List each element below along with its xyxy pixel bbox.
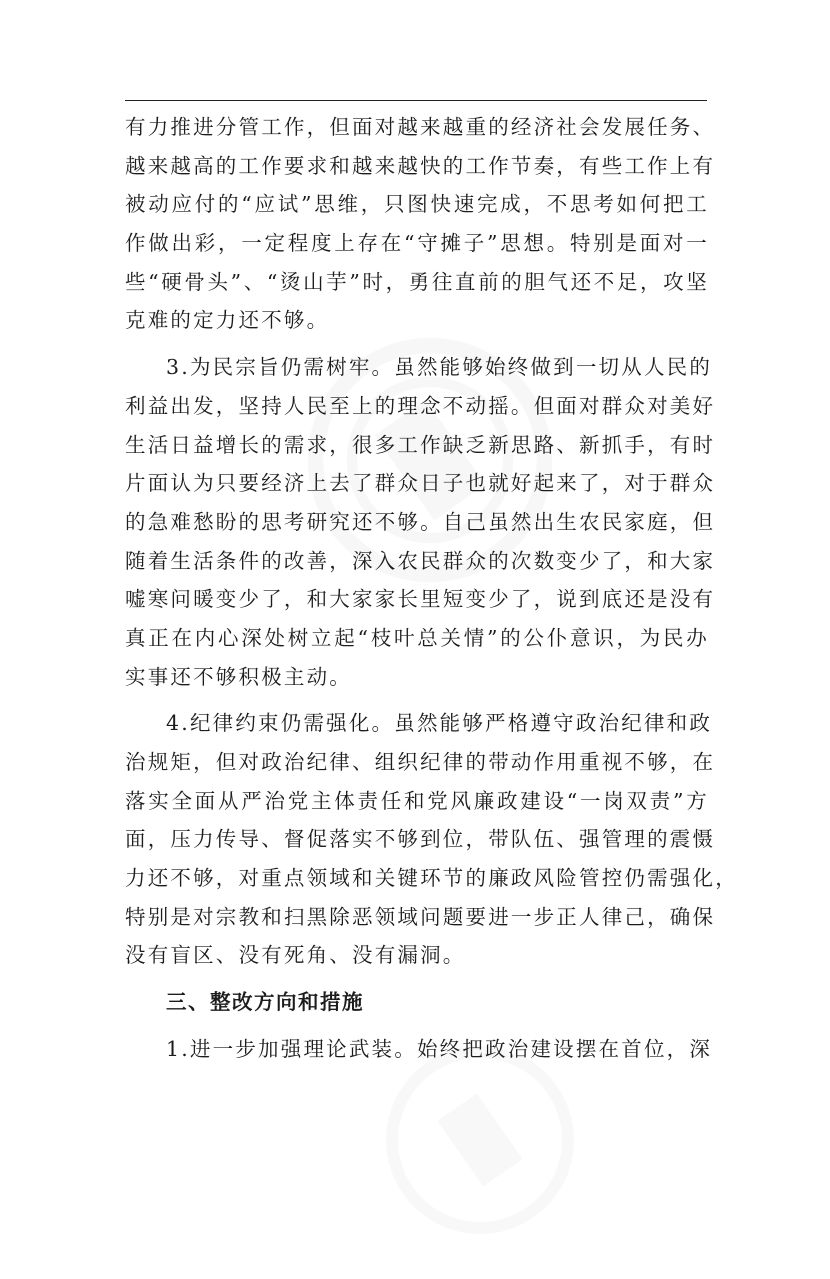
text-line: 面，压力传导、督促落实不够到位，带队伍、强管理的震慑 (125, 827, 716, 852)
text-line: 嘘寒问暖变少了，和大家家长里短变少了，说到底还是没有 (125, 587, 716, 612)
text-line: 克难的定力还不够。 (125, 308, 330, 333)
text-line: 片面认为只要经济上去了群众日子也就好起来了，对于群众 (125, 471, 716, 496)
text-line: 治规矩，但对政治纪律、组织纪律的带动作用重视不够，在 (125, 750, 716, 774)
text-line: 作做出彩，一定程度上存在“守摊子”思想。特别是面对一 (125, 231, 709, 256)
text-line: 被动应付的“应试”思维，只图快速完成，不思考如何把工 (125, 192, 709, 217)
header-rule (125, 100, 707, 101)
item-1-first-line: 1.进一步加强理论武装。始终把政治建设摆在首位，深 (166, 1036, 713, 1061)
text-line: 没有盲区、没有死角、没有漏洞。 (125, 943, 466, 968)
text-line: 生活日益增长的需求，很多工作缺乏新思路、新抓手，有时 (125, 432, 716, 457)
text-line: 越来越高的工作要求和越来越快的工作节奏，有些工作上有 (125, 153, 716, 178)
text-line: 有力推进分管工作，但面对越来越重的经济社会发展任务、 (125, 115, 716, 139)
section-heading: 三、整改方向和措施 (166, 990, 364, 1015)
text-line: 特别是对宗教和扫黑除恶领域问题要进一步正人律己，确保 (125, 904, 716, 929)
document-body (125, 108, 738, 1069)
text-line: 利益出发，坚持人民至上的理念不动摇。但面对群众对美好 (125, 393, 716, 418)
paragraph-4-first-line: 4.纪律约束仍需强化。虽然能够严格遵守政治纪律和政 (166, 711, 713, 736)
text-line: 实事还不够积极主动。 (125, 664, 352, 689)
text-line: 随着生活条件的改善，深入农民群众的次数变少了，和大家 (125, 548, 716, 573)
text-line: 真正在内心深处树立起“枝叶总关情”的公仆意识，为民办 (125, 625, 709, 650)
paragraph-3-first-line: 3.为民宗旨仍需树牢。虽然能够始终做到一切从人民的 (166, 355, 713, 380)
text-line: 落实全面从严治党主体责任和党风廉政建设“一岗双责”方 (125, 788, 709, 813)
text-line: 力还不够，对重点领域和关键环节的廉政风险管控仍需强化， (125, 866, 738, 891)
text-line: 些“硬骨头”、“烫山芋”时，勇往直前的胆气还不足，攻坚 (125, 269, 709, 294)
text-line: 的急难愁盼的思考研究还不够。自己虽然出生农民家庭，但 (125, 509, 716, 534)
